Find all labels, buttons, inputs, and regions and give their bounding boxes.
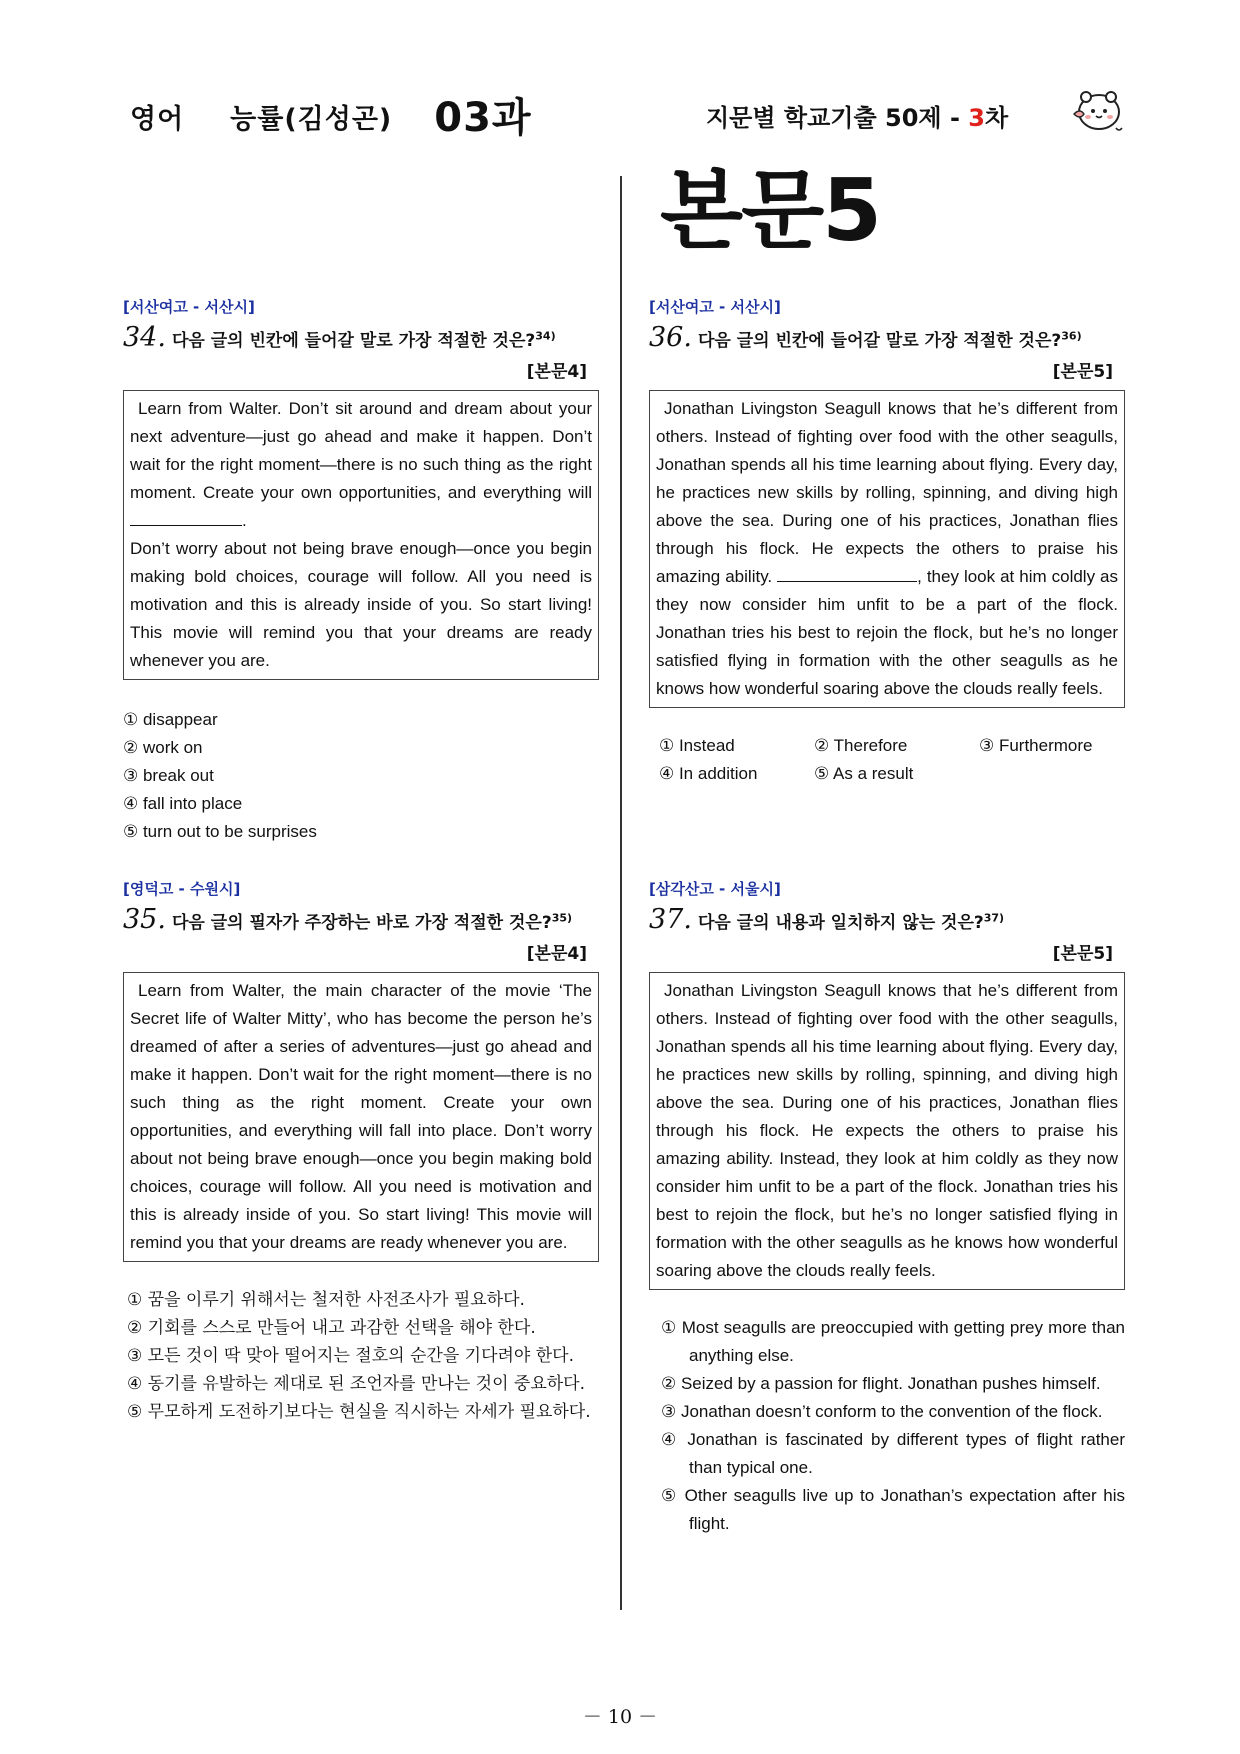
option[interactable]: ② Seized by a passion for flight. Jonathan pushes himself.: [661, 1374, 1101, 1393]
option[interactable]: ③ 모든 것이 딱 맞아 떨어지는 절호의 순간을 기다려야 한다.: [127, 1346, 574, 1366]
question-prompt: 34. 다음 글의 빈칸에 들어갈 말로 가장 적절한 것은?$^{34)}$: [123, 322, 556, 353]
header-left: [130, 86, 532, 143]
passage-text: Learn from Walter, the main character of the movie ‘The Secret life of Walter Mitty’, who has become the person he’s dreamed of after a series of adventures—just go ahead and make it happen. Don’t wait for the right moment—there is no such thing as the right moment. Create your own opportunities, and everything will fall into place. Don’t worry about not being brave enough—once you begin making bold choices, courage will follow. All you need is motivation and this is already inside of you. So start living! This movie will remind you that your dreams are ready whenever you are.: [130, 981, 592, 1252]
option[interactable]: ② 기회를 스스로 만들어 내고 과감한 선택을 해야 한다.: [127, 1318, 536, 1338]
option[interactable]: ③ break out: [123, 766, 214, 785]
answer-blank: [130, 509, 242, 526]
column-divider: [620, 176, 622, 1610]
option[interactable]: ③ Furthermore: [979, 736, 1093, 755]
option[interactable]: ⑤ turn out to be surprises: [123, 822, 317, 841]
passage-text: Jonathan Livingston Seagull knows that he’s different from others. Instead of fighting over food with the other seagulls, Jonathan spends all his time learning about flying. Every day, he practices new skills by rolling, spinning, and diving high above the sea. During one of his practices, Jonathan flies through his flock. He expects the others to praise his amazing ability. , they look at him coldly as they now consider him unfit to be a part of the flock. Jonathan tries his best to rejoin the flock, but he’s no longer satisfied flying in formation with the other seagulls as he knows how wonderful soaring above the clouds really feels.: [656, 399, 1118, 698]
footnote-ref: 37): [983, 911, 1005, 925]
option-list: [123, 706, 599, 846]
option[interactable]: ① 꿈을 이루기 위해서는 철저한 사전조사가 필요하다.: [127, 1290, 525, 1310]
question-36: [649, 296, 1125, 788]
question-35: [123, 878, 599, 1426]
question-source: [영덕고 - 수원시]: [123, 880, 241, 898]
option[interactable]: ③ Jonathan doesn’t conform to the convention of the flock.: [661, 1402, 1103, 1421]
question-37: [649, 878, 1125, 1538]
option[interactable]: ④ In addition: [659, 764, 758, 783]
passage-tag: [본문5]: [1052, 944, 1113, 964]
option[interactable]: ⑤ 무모하게 도전하기보다는 현실을 직시하는 자세가 필요하다.: [127, 1402, 591, 1422]
section-title: 본문5: [660, 161, 880, 261]
option-list: [649, 1314, 1125, 1538]
passage-box: [649, 972, 1125, 1290]
passage-text: Jonathan Livingston Seagull knows that he’s different from others. Instead of fighting over food with the other seagulls, Jonathan spends all his time learning about flying. Every day, he practices new skills by rolling, spinning, and diving high above the sea. During one of his practices, Jonathan flies through his flock. He expects the others to praise his amazing ability. Instead, they look at him coldly as they now consider him unfit to be a part of the flock. Jonathan tries his best to rejoin the flock, but he’s no longer satisfied flying in formation with the other seagulls as he knows how wonderful soaring above the clouds really feels.: [656, 981, 1118, 1280]
answer-blank: [777, 565, 917, 582]
header-right: [706, 98, 1008, 133]
option[interactable]: ④ fall into place: [123, 794, 243, 813]
series-separator: -: [949, 104, 960, 132]
round-suffix: 차: [984, 104, 1009, 132]
lesson-number: 03과: [434, 95, 532, 141]
question-number: 34.: [123, 322, 166, 353]
footnote-ref: 35): [551, 911, 573, 925]
subject: 영어: [130, 104, 185, 135]
round-number: 3: [968, 104, 985, 132]
series-title: 지문별 학교기출 50제: [706, 104, 942, 132]
question-number: 37.: [649, 904, 692, 935]
footnote-ref: 36): [1061, 329, 1082, 343]
option[interactable]: ① Most seagulls are preoccupied with getting prey more than anything else.: [661, 1318, 1125, 1365]
passage-text: Learn from Walter. Don’t sit around and dream about your next adventure—just go ahead and make it happen. Don’t wait for the right moment—there is no such thing as the right moment. Create your own opportunities, and everything will .: [130, 399, 592, 530]
option-list: [123, 1286, 599, 1426]
mascot-icon: [1072, 86, 1124, 134]
question-source: [서산여고 - 서산시]: [649, 298, 781, 316]
passage-tag: [본문5]: [1052, 362, 1113, 382]
option[interactable]: ⑤ Other seagulls live up to Jonathan’s expectation after his flight.: [661, 1486, 1125, 1533]
page-number: － 10 －: [582, 1706, 658, 1728]
passage-box: [649, 390, 1125, 708]
question-34: [123, 296, 599, 846]
publisher: 능률(김성곤): [230, 104, 393, 135]
passage-tag: [본문4]: [526, 944, 587, 964]
passage-text-2: Don’t worry about not being brave enough—once you begin making bold choices, courage will follow. All you need is motivation and this is already inside of you. So start living! This movie will remind you that your dreams are ready whenever you are.: [130, 539, 592, 670]
question-prompt: 36. 다음 글의 빈칸에 들어갈 말로 가장 적절한 것은?$^{36)}$: [649, 322, 1082, 353]
option[interactable]: ② work on: [123, 738, 203, 757]
question-source: [삼각산고 - 서울시]: [649, 880, 781, 898]
footnote-ref: 34): [535, 329, 556, 343]
question-number: 36.: [649, 322, 692, 353]
question-prompt: 37. 다음 글의 내용과 일치하지 않는 것은?$^{37)}$: [649, 904, 1005, 935]
option[interactable]: ① disappear: [123, 710, 218, 729]
question-number: 35.: [123, 904, 166, 935]
passage-tag: [본문4]: [526, 362, 587, 382]
passage-box: [123, 972, 599, 1262]
passage-box: [123, 390, 599, 680]
option[interactable]: ④ 동기를 유발하는 제대로 된 조언자를 만나는 것이 중요하다.: [127, 1374, 586, 1394]
option[interactable]: ② Therefore: [814, 736, 908, 755]
question-prompt: 35. 다음 글의 필자가 주장하는 바로 가장 적절한 것은?$^{35)}$: [123, 904, 573, 935]
option-grid: [649, 732, 1125, 788]
option[interactable]: ⑤ As a result: [814, 764, 914, 783]
question-source: [서산여고 - 서산시]: [123, 298, 255, 316]
option[interactable]: ① Instead: [659, 736, 735, 755]
option[interactable]: ④ Jonathan is fascinated by different types of flight rather than typical one.: [661, 1430, 1125, 1477]
